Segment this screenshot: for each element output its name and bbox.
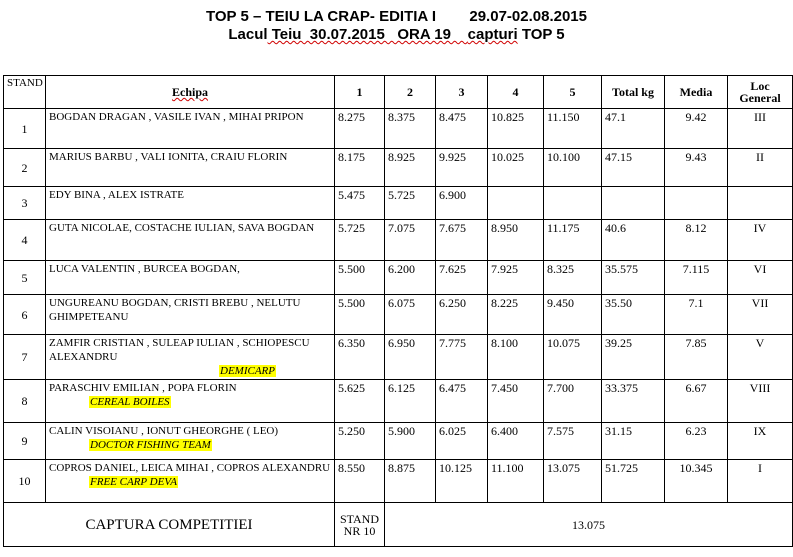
table-row [4, 460, 793, 503]
table-row [4, 335, 793, 380]
col-header-1: 1 [335, 76, 385, 109]
weight-1-cell: 5.475 [335, 187, 385, 220]
weight-3-cell: 7.675 [436, 220, 488, 261]
team-names: PARASCHIV EMILIAN , POPA FLORIN [49, 382, 237, 394]
media-cell: 8.12 [665, 220, 728, 261]
weight-1-cell: 8.175 [335, 149, 385, 187]
weight-1-cell: 5.500 [335, 295, 385, 335]
weight-5-cell: 11.175 [544, 220, 602, 261]
team-cell [46, 380, 335, 423]
loc-cell: VIII [728, 380, 793, 423]
weight-5-cell: 7.700 [544, 380, 602, 423]
sponsor-label: CEREAL BOILES [90, 396, 170, 408]
subtitle-top5: TOP 5 [517, 26, 565, 43]
weight-4-cell: 8.100 [488, 335, 544, 380]
table-row [4, 261, 793, 295]
stand-cell: 4 [4, 220, 46, 261]
team-cell [46, 261, 335, 295]
table-row [4, 109, 793, 149]
weight-2-cell: 6.075 [385, 295, 436, 335]
competition-capture-label: CAPTURA COMPETITIEI [4, 503, 335, 547]
team-cell [46, 295, 335, 335]
stand-cell: 6 [4, 295, 46, 335]
sponsor-label: FREE CARP DEVA [90, 476, 177, 488]
page-title: TOP 5 – TEIU LA CRAP- EDITIA I 29.07-02.08.2015 [206, 8, 587, 25]
weight-4-cell: 7.925 [488, 261, 544, 295]
stand-cell: 8 [4, 380, 46, 423]
weight-5-cell: 11.150 [544, 109, 602, 149]
col-header-5: 5 [544, 76, 602, 109]
team-names: BOGDAN DRAGAN , VASILE IVAN , MIHAI PRIPON [49, 111, 304, 123]
col-header-3: 3 [436, 76, 488, 109]
competition-capture-value: 13.075 [385, 503, 793, 547]
media-cell: 9.42 [665, 109, 728, 149]
weight-3-cell: 6.900 [436, 187, 488, 220]
total-cell: 47.15 [602, 149, 665, 187]
total-cell [602, 187, 665, 220]
team-names: LUCA VALENTIN , BURCEA BOGDAN, [49, 263, 240, 275]
team-cell [46, 335, 335, 380]
weight-3-cell: 7.625 [436, 261, 488, 295]
page-subtitle [0, 26, 793, 43]
weight-2-cell: 5.725 [385, 187, 436, 220]
team-cell [46, 460, 335, 503]
weight-5-cell: 9.450 [544, 295, 602, 335]
weight-4-cell: 8.225 [488, 295, 544, 335]
team-names: COPROS DANIEL, LEICA MIHAI , COPROS ALEXANDRU [49, 462, 331, 474]
team-cell [46, 220, 335, 261]
stand-cell: 10 [4, 460, 46, 503]
weight-3-cell: 6.250 [436, 295, 488, 335]
weight-1-cell: 8.275 [335, 109, 385, 149]
table-row [4, 220, 793, 261]
team-cell [46, 423, 335, 460]
total-cell: 47.1 [602, 109, 665, 149]
total-cell: 39.25 [602, 335, 665, 380]
competition-capture-stand: STAND NR 10 [335, 503, 385, 547]
team-names: CALIN VISOIANU , IONUT GHEORGHE ( LEO) [49, 425, 279, 437]
weight-2-cell: 8.875 [385, 460, 436, 503]
weight-4-cell: 10.025 [488, 149, 544, 187]
loc-cell [728, 187, 793, 220]
loc-cell: III [728, 109, 793, 149]
subtitle-lake: Lacul [228, 26, 268, 43]
loc-cell: VI [728, 261, 793, 295]
footer-row [4, 503, 793, 547]
table-row [4, 295, 793, 335]
team-names: GUTA NICOLAE, COSTACHE IULIAN, SAVA BOGDAN [49, 222, 315, 234]
col-header-total: Total kg [602, 76, 665, 109]
stand-cell: 3 [4, 187, 46, 220]
table-row [4, 187, 793, 220]
weight-2-cell: 6.950 [385, 335, 436, 380]
stand-cell: 2 [4, 149, 46, 187]
media-cell [665, 187, 728, 220]
weight-5-cell: 7.575 [544, 423, 602, 460]
loc-cell: I [728, 460, 793, 503]
weight-4-cell: 7.450 [488, 380, 544, 423]
team-cell [46, 187, 335, 220]
weight-4-cell: 10.825 [488, 109, 544, 149]
weight-2-cell: 8.375 [385, 109, 436, 149]
team-cell [46, 109, 335, 149]
sponsor-label: DEMICARP [220, 365, 275, 377]
table-row [4, 149, 793, 187]
total-cell: 35.575 [602, 261, 665, 295]
weight-5-cell: 10.075 [544, 335, 602, 380]
weight-2-cell: 6.125 [385, 380, 436, 423]
weight-4-cell: 11.100 [488, 460, 544, 503]
team-names: ZAMFIR CRISTIAN , SULEAP IULIAN , SCHIOPESCU ALEXANDRU [49, 337, 310, 363]
col-header-team: Echipa [46, 76, 335, 109]
col-header-media: Media [665, 76, 728, 109]
total-cell: 33.375 [602, 380, 665, 423]
weight-3-cell: 6.475 [436, 380, 488, 423]
loc-cell: V [728, 335, 793, 380]
weight-1-cell: 5.250 [335, 423, 385, 460]
weight-4-cell: 8.950 [488, 220, 544, 261]
total-cell: 35.50 [602, 295, 665, 335]
subtitle-teiu-date: Teiu 30.07.2015 ORA 19 [267, 26, 468, 43]
loc-cell: IV [728, 220, 793, 261]
table-row [4, 380, 793, 423]
loc-cell: IX [728, 423, 793, 460]
table-header-row [4, 76, 793, 109]
loc-cell: II [728, 149, 793, 187]
sponsor-label: DOCTOR FISHING TEAM [90, 439, 211, 451]
weight-1-cell: 5.725 [335, 220, 385, 261]
media-cell: 7.1 [665, 295, 728, 335]
results-table [3, 75, 793, 547]
col-header-loc: Loc General [728, 76, 793, 109]
weight-1-cell: 5.500 [335, 261, 385, 295]
stand-cell: 5 [4, 261, 46, 295]
stand-cell: 7 [4, 335, 46, 380]
weight-1-cell: 5.625 [335, 380, 385, 423]
weight-1-cell: 6.350 [335, 335, 385, 380]
media-cell: 7.115 [665, 261, 728, 295]
team-names: UNGUREANU BOGDAN, CRISTI BREBU , NELUTU GHIMPETEANU [49, 297, 301, 323]
weight-3-cell: 7.775 [436, 335, 488, 380]
team-names: EDY BINA , ALEX ISTRATE [49, 189, 184, 201]
media-cell: 6.67 [665, 380, 728, 423]
weight-3-cell: 8.475 [436, 109, 488, 149]
weight-2-cell: 6.200 [385, 261, 436, 295]
weight-5-cell [544, 187, 602, 220]
table-row [4, 423, 793, 460]
col-header-stand: STAND [4, 76, 46, 109]
loc-cell: VII [728, 295, 793, 335]
weight-4-cell: 6.400 [488, 423, 544, 460]
weight-3-cell: 10.125 [436, 460, 488, 503]
col-header-4: 4 [488, 76, 544, 109]
weight-3-cell: 9.925 [436, 149, 488, 187]
media-cell: 7.85 [665, 335, 728, 380]
total-cell: 51.725 [602, 460, 665, 503]
total-cell: 40.6 [602, 220, 665, 261]
team-cell [46, 149, 335, 187]
media-cell: 9.43 [665, 149, 728, 187]
weight-5-cell: 10.100 [544, 149, 602, 187]
media-cell: 10.345 [665, 460, 728, 503]
team-names: MARIUS BARBU , VALI IONITA, CRAIU FLORIN [49, 151, 288, 163]
total-cell: 31.15 [602, 423, 665, 460]
weight-5-cell: 8.325 [544, 261, 602, 295]
weight-1-cell: 8.550 [335, 460, 385, 503]
weight-2-cell: 5.900 [385, 423, 436, 460]
subtitle-captures: capturi [467, 26, 518, 43]
col-header-2: 2 [385, 76, 436, 109]
weight-2-cell: 7.075 [385, 220, 436, 261]
stand-cell: 9 [4, 423, 46, 460]
stand-cell: 1 [4, 109, 46, 149]
weight-4-cell [488, 187, 544, 220]
weight-3-cell: 6.025 [436, 423, 488, 460]
weight-5-cell: 13.075 [544, 460, 602, 503]
media-cell: 6.23 [665, 423, 728, 460]
weight-2-cell: 8.925 [385, 149, 436, 187]
